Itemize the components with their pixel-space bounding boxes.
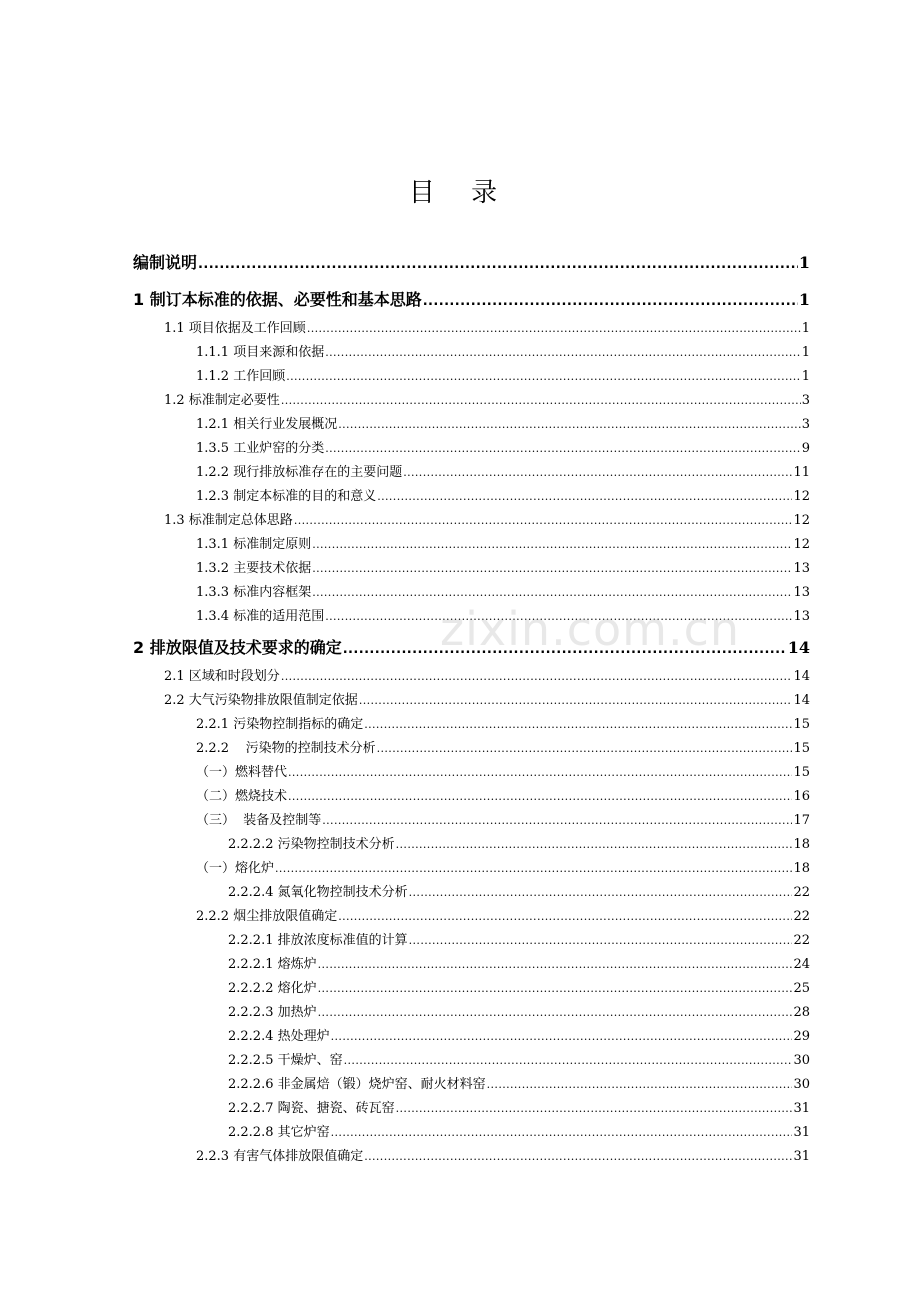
toc-entry-label: 1.1.1 项目来源和依据 xyxy=(196,345,325,360)
toc-entry[interactable] xyxy=(196,713,810,735)
toc-entry-page: 25 xyxy=(793,981,810,996)
leader-dots xyxy=(409,934,793,947)
leader-dots xyxy=(331,1126,793,1139)
toc-entry-page: 3 xyxy=(801,417,810,432)
toc-entry-page: 1 xyxy=(801,369,810,384)
toc-entry-label: 2.2.2.6 非金属焙（锻）烧炉窑、耐火材料窑 xyxy=(228,1077,486,1092)
leader-dots xyxy=(364,1150,792,1163)
leader-dots xyxy=(396,838,793,851)
toc-entry-label: 2.2.2.8 其它炉窑 xyxy=(228,1125,330,1140)
toc-entry-page: 12 xyxy=(793,537,810,552)
leader-dots xyxy=(377,742,793,755)
toc-entry-label: 2.2.2.4 氮氧化物控制技术分析 xyxy=(228,885,408,900)
leader-dots xyxy=(294,514,793,527)
toc-entry-page: 22 xyxy=(793,933,810,948)
toc-entry[interactable] xyxy=(164,389,810,411)
toc-entry[interactable] xyxy=(196,809,810,831)
toc-entry-page: 24 xyxy=(793,957,810,972)
toc-entry-label: 1.2.1 相关行业发展概况 xyxy=(196,417,338,432)
toc-entry-page: 12 xyxy=(793,513,810,528)
toc-entry[interactable] xyxy=(228,953,810,975)
leader-dots xyxy=(275,862,792,875)
leader-dots xyxy=(288,790,792,803)
toc-entry-page: 1 xyxy=(801,345,810,360)
toc-entry[interactable] xyxy=(228,929,810,951)
toc-entry-page: 11 xyxy=(793,465,810,480)
toc-entry-page: 13 xyxy=(793,585,810,600)
leader-dots xyxy=(377,490,792,503)
leader-dots xyxy=(198,257,798,272)
toc-entry-label: 编制说明 xyxy=(133,253,198,272)
toc-entry-label: 1.3.5 工业炉窑的分类 xyxy=(196,441,325,456)
leader-dots xyxy=(487,1078,793,1091)
toc-entry-label: 1.2.3 制定本标准的目的和意义 xyxy=(196,489,377,504)
toc-entry-page: 13 xyxy=(793,561,810,576)
leader-dots xyxy=(409,886,793,899)
toc-entry[interactable] xyxy=(196,557,810,579)
leader-dots xyxy=(312,562,792,575)
toc-entry-page: 15 xyxy=(793,717,810,732)
toc-entry-page: 18 xyxy=(793,861,810,876)
leader-dots xyxy=(281,394,801,407)
toc-entry-label: 1.3.2 主要技术依据 xyxy=(196,561,312,576)
toc-entry-label: （二）燃烧技术 xyxy=(196,789,288,804)
toc-entry-label: 1.1.2 工作回顾 xyxy=(196,369,286,384)
toc-entry[interactable] xyxy=(228,1097,810,1119)
toc-entry-label: （三） 装备及控制等 xyxy=(196,813,322,828)
toc-entry-page: 30 xyxy=(793,1053,810,1068)
toc-entry[interactable] xyxy=(228,1025,810,1047)
leader-dots xyxy=(281,670,793,683)
leader-dots xyxy=(423,294,798,309)
toc-entry-page: 3 xyxy=(801,393,810,408)
leader-dots xyxy=(338,910,792,923)
toc-entry-page: 1 xyxy=(798,290,810,309)
toc-entry[interactable] xyxy=(228,977,810,999)
toc-entry[interactable] xyxy=(196,761,810,783)
toc-entry-page: 14 xyxy=(793,693,810,708)
toc-entry-label: 2.2.2.1 排放浓度标准值的计算 xyxy=(228,933,408,948)
toc-entry-page: 1 xyxy=(801,321,810,336)
leader-dots xyxy=(312,538,792,551)
toc-entry[interactable] xyxy=(228,1121,810,1143)
toc-entry-label: 1.1 项目依据及工作回顾 xyxy=(164,321,306,336)
toc-entry[interactable] xyxy=(228,881,810,903)
toc-entry[interactable] xyxy=(196,437,810,459)
leader-dots xyxy=(307,322,801,335)
toc-entry-label: 2.2 大气污染物排放限值制定依据 xyxy=(164,693,358,708)
toc-entry[interactable] xyxy=(164,689,810,711)
leader-dots xyxy=(396,1102,793,1115)
leader-dots xyxy=(403,466,792,479)
toc-entry[interactable] xyxy=(196,365,810,387)
toc-entry[interactable] xyxy=(196,737,810,759)
toc-entry-label: 1.2 标准制定必要性 xyxy=(164,393,280,408)
watermark: zixin.com.cn xyxy=(440,602,741,656)
toc-entry-label: 2 排放限值及技术要求的确定 xyxy=(133,638,342,657)
page-title: 目 录 xyxy=(408,178,512,208)
toc-entry[interactable] xyxy=(196,1145,810,1167)
leader-dots xyxy=(318,982,793,995)
toc-entry[interactable] xyxy=(164,317,810,339)
toc-entry-label: 1.3 标准制定总体思路 xyxy=(164,513,293,528)
toc-entry-label: 2.1 区域和时段划分 xyxy=(164,669,280,684)
toc-entry-label: 2.2.2.3 加热炉 xyxy=(228,1005,317,1020)
toc-entry[interactable] xyxy=(133,250,810,272)
toc-entry-page: 12 xyxy=(793,489,810,504)
toc-entry-page: 17 xyxy=(793,813,810,828)
toc-entry-label: 2.2.2 污染物的控制技术分析 xyxy=(196,741,376,756)
leader-dots xyxy=(318,1006,793,1019)
toc-entry-page: 31 xyxy=(793,1101,810,1116)
toc-entry-label: 1.3.4 标准的适用范围 xyxy=(196,609,325,624)
leader-dots xyxy=(338,418,801,431)
toc-entry[interactable] xyxy=(196,905,810,927)
toc-entry-page: 13 xyxy=(793,609,810,624)
toc-entry-label: 2.2.2.2 污染物控制技术分析 xyxy=(228,837,395,852)
leader-dots xyxy=(344,1054,793,1067)
toc-entry-label: 2.2.2.2 熔化炉 xyxy=(228,981,317,996)
toc-entry-page: 15 xyxy=(793,765,810,780)
toc-entry-label: 2.2.3 有害气体排放限值确定 xyxy=(196,1149,364,1164)
toc-entry[interactable] xyxy=(196,785,810,807)
leader-dots xyxy=(359,694,793,707)
leader-dots xyxy=(364,718,792,731)
toc-entry-label: （一）燃料替代 xyxy=(196,765,288,780)
leader-dots xyxy=(318,958,793,971)
toc-entry-label: 2.2.2.4 热处理炉 xyxy=(228,1029,330,1044)
toc-entry[interactable] xyxy=(196,461,810,483)
toc-entry[interactable] xyxy=(196,341,810,363)
leader-dots xyxy=(288,766,792,779)
toc-entry-page: 16 xyxy=(793,789,810,804)
toc-entry-page: 31 xyxy=(793,1125,810,1140)
toc-entry[interactable] xyxy=(196,533,810,555)
toc-entry-label: 2.2.1 污染物控制指标的确定 xyxy=(196,717,364,732)
leader-dots xyxy=(331,1030,793,1043)
toc-entry[interactable] xyxy=(228,1049,810,1071)
leader-dots xyxy=(312,586,792,599)
leader-dots xyxy=(322,814,792,827)
toc-entry-page: 28 xyxy=(793,1005,810,1020)
toc-entry[interactable] xyxy=(196,581,810,603)
toc-entry[interactable] xyxy=(133,287,810,309)
toc-entry[interactable] xyxy=(196,413,810,435)
leader-dots xyxy=(325,442,801,455)
toc-entry-label: 2.2.2 烟尘排放限值确定 xyxy=(196,909,338,924)
toc-entry-page: 14 xyxy=(793,669,810,684)
toc-entry-label: 1 制订本标准的依据、必要性和基本思路 xyxy=(133,290,422,309)
toc-entry-label: 1.3.3 标准内容框架 xyxy=(196,585,312,600)
toc-entry-page: 30 xyxy=(793,1077,810,1092)
toc-entry-label: 2.2.2.7 陶瓷、搪瓷、砖瓦窑 xyxy=(228,1101,395,1116)
leader-dots xyxy=(325,346,801,359)
toc-entry-label: 2.2.2.1 熔炼炉 xyxy=(228,957,317,972)
toc-entry-label: 1.3.1 标准制定原则 xyxy=(196,537,312,552)
leader-dots xyxy=(286,370,801,383)
toc-entry-label: 1.2.2 现行排放标准存在的主要问题 xyxy=(196,465,403,480)
toc-entry-label: （一）熔化炉 xyxy=(196,861,275,876)
toc-entry[interactable] xyxy=(196,857,810,879)
toc-entry[interactable] xyxy=(228,1001,810,1023)
toc-entry[interactable] xyxy=(228,833,810,855)
toc-entry-page: 9 xyxy=(801,441,810,456)
toc-entry[interactable] xyxy=(164,665,810,687)
toc-entry-label: 2.2.2.5 干燥炉、窑 xyxy=(228,1053,343,1068)
toc-entry-page: 22 xyxy=(793,909,810,924)
toc-entry[interactable] xyxy=(228,1073,810,1095)
toc-entry[interactable] xyxy=(164,509,810,531)
toc-entry-page: 31 xyxy=(793,1149,810,1164)
toc-entry-page: 15 xyxy=(793,741,810,756)
toc-entry-page: 14 xyxy=(787,638,810,657)
toc-entry-page: 29 xyxy=(793,1029,810,1044)
toc-entry-page: 22 xyxy=(793,885,810,900)
toc-entry[interactable] xyxy=(196,485,810,507)
toc-entry-page: 18 xyxy=(793,837,810,852)
toc-entry-page: 1 xyxy=(798,253,810,272)
